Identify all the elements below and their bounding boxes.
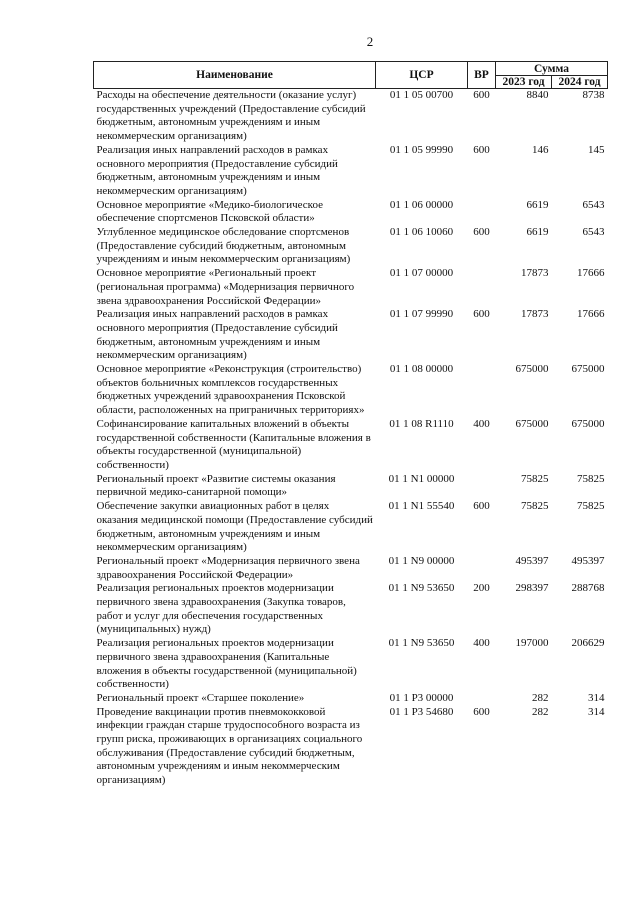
table-row	[94, 226, 608, 267]
row-sum-2024: 145	[588, 143, 605, 156]
row-sum-2023: 146	[532, 143, 549, 156]
row-sum-2023: 197000	[515, 637, 549, 650]
row-csr-code: 01 1 06 00000	[389, 198, 454, 211]
table-row	[94, 555, 608, 582]
row-sum-2023: 282	[532, 691, 549, 704]
row-vr-code: 400	[473, 417, 490, 430]
row-csr-code: 01 1 05 99990	[389, 143, 454, 156]
header-year-2023: 2023 год	[496, 76, 552, 89]
row-name: Обеспечение закупки авиационных работ в целях оказания медицинской помощи (Предоставление субсидий бюджетным, автономным учреждениям и иным некоммерческим организациям)	[96, 500, 373, 554]
row-sum-2024: 675000	[571, 417, 605, 430]
table-header	[94, 62, 608, 89]
budget-table	[93, 61, 608, 788]
row-sum-2023: 6619	[526, 198, 549, 211]
row-vr-code	[468, 363, 496, 418]
row-vr-code	[468, 267, 496, 308]
row-csr-code: 01 1 08 00000	[389, 363, 454, 376]
row-vr-code: 600	[473, 89, 490, 101]
row-sum-2024: 314	[588, 691, 605, 704]
header-vr: ВР	[468, 62, 496, 89]
header-csr: ЦСР	[376, 62, 468, 89]
row-vr-code	[468, 692, 496, 706]
row-csr-code: 01 1 P3 00000	[389, 691, 454, 704]
row-sum-2023: 75825	[521, 500, 549, 513]
row-sum-2024: 206629	[571, 637, 605, 650]
row-csr-code: 01 1 07 00000	[389, 267, 454, 280]
row-sum-2023: 298397	[515, 582, 549, 595]
row-vr-code	[468, 473, 496, 500]
page-number: 2	[366, 34, 374, 49]
row-name: Региональный проект «Старшее поколение»	[96, 691, 305, 704]
row-vr-code: 400	[473, 637, 490, 650]
row-vr-code	[468, 555, 496, 582]
row-csr-code: 01 1 N9 53650	[388, 637, 455, 650]
header-name: Наименование	[94, 62, 376, 89]
table-row	[94, 363, 608, 418]
row-sum-2024: 6543	[582, 226, 605, 239]
row-csr-code: 01 1 N1 55540	[388, 500, 455, 513]
table-row	[94, 199, 608, 226]
row-vr-code: 200	[473, 582, 490, 595]
row-sum-2023: 675000	[515, 417, 549, 430]
row-sum-2024: 6543	[582, 198, 605, 211]
row-name: Реализация региональных проектов модернизации первичного звена здравоохранения (Капитальные вложения в объекты государственной (муниципальной) собственности)	[96, 637, 357, 691]
row-name: Основное мероприятие «Медико-биологическое обеспечение спортсменов Псковской области»	[96, 198, 323, 225]
row-name: Региональный проект «Модернизация первичного звена здравоохранения Российской Федерации»	[96, 554, 360, 581]
row-sum-2023: 8840	[526, 89, 549, 101]
row-name: Проведение вакцинации против пневмококковой инфекции граждан старше трудоспособного возраста из групп риска, проживающих в организациях социального обслуживания (Предоставление субсидий бюджетным, автономным учреждениям и иным некоммерческим организациям)	[96, 705, 363, 787]
row-vr-code: 600	[473, 226, 490, 239]
row-sum-2024: 17666	[577, 267, 605, 280]
row-csr-code: 01 1 06 10060	[389, 226, 454, 239]
row-sum-2024: 17666	[577, 308, 605, 321]
row-name: Реализация иных направлений расходов в рамках основного мероприятия (Предоставление субсидий бюджетным, автономным учреждениям и иным некоммерческим организациям)	[96, 143, 338, 197]
table-row	[94, 637, 608, 692]
row-csr-code: 01 1 07 99990	[389, 308, 454, 321]
row-sum-2023: 17873	[521, 308, 549, 321]
table-row	[94, 692, 608, 706]
row-csr-code: 01 1 P3 54680	[389, 705, 454, 718]
row-name: Углубленное медицинское обследование спортсменов (Предоставление субсидий бюджетным, автономным учреждениям и иным некоммерческим организациям)	[96, 226, 351, 266]
row-sum-2024: 288768	[571, 582, 605, 595]
row-csr-code: 01 1 N9 53650	[388, 582, 455, 595]
row-sum-2024: 675000	[571, 363, 605, 376]
table-body	[94, 89, 608, 788]
table-row	[94, 418, 608, 473]
row-csr-code: 01 1 N1 00000	[388, 472, 455, 485]
row-sum-2023: 6619	[526, 226, 549, 239]
table-row	[94, 582, 608, 637]
row-name: Софинансирование капитальных вложений в объекты государственной собственности (Капитальные вложения в объекты государственной (муниципальной) собственности)	[96, 417, 371, 471]
row-sum-2023: 282	[532, 705, 549, 718]
table-row	[94, 267, 608, 308]
header-sum: Сумма	[496, 62, 608, 76]
row-sum-2023: 17873	[521, 267, 549, 280]
row-sum-2024: 8738	[582, 89, 605, 101]
row-csr-code: 01 1 N9 00000	[388, 554, 455, 567]
table-row	[94, 500, 608, 555]
row-csr-code: 01 1 08 R1110	[389, 417, 454, 430]
row-sum-2023: 675000	[515, 363, 549, 376]
table-row	[94, 473, 608, 500]
row-sum-2024: 75825	[577, 472, 605, 485]
table-row	[94, 308, 608, 363]
row-sum-2024: 314	[588, 705, 605, 718]
header-year-2024: 2024 год	[552, 76, 608, 89]
row-name: Региональный проект «Развитие системы оказания первичной медико-санитарной помощи»	[96, 472, 336, 499]
table-row	[94, 706, 608, 788]
row-name: Основное мероприятие «Региональный проект (региональная программа) «Модернизация первичного звена здравоохранения Российской Федерации»	[96, 267, 355, 307]
row-sum-2024: 495397	[571, 554, 605, 567]
row-csr-code: 01 1 05 00700	[389, 89, 454, 101]
row-name: Основное мероприятие «Реконструкция (строительство) объектов больничных комплексов государственных бюджетных учреждений здравоохранения Псковской области, расположенных на приграничных территориях»	[96, 363, 365, 417]
row-sum-2024: 75825	[577, 500, 605, 513]
table-row	[94, 144, 608, 199]
row-name: Реализация региональных проектов модернизации первичного звена здравоохранения (Закупка товаров, работ и услуг для обеспечения государственных (муниципальных) нужд)	[96, 582, 346, 636]
table-row	[94, 89, 608, 144]
row-name: Расходы на обеспечение деятельности (оказание услуг) государственных учреждений (Предоставление субсидий бюджетным, автономным учреждениям и иным некоммерческим организациям)	[96, 89, 366, 143]
row-sum-2023: 495397	[515, 554, 549, 567]
row-sum-2023: 75825	[521, 472, 549, 485]
row-vr-code: 600	[473, 143, 490, 156]
row-vr-code: 600	[473, 500, 490, 513]
row-vr-code: 600	[473, 705, 490, 718]
row-vr-code: 600	[473, 308, 490, 321]
row-name: Реализация иных направлений расходов в рамках основного мероприятия (Предоставление субсидий бюджетным, автономным учреждениям и иным некоммерческим организациям)	[96, 308, 338, 362]
row-vr-code	[468, 199, 496, 226]
